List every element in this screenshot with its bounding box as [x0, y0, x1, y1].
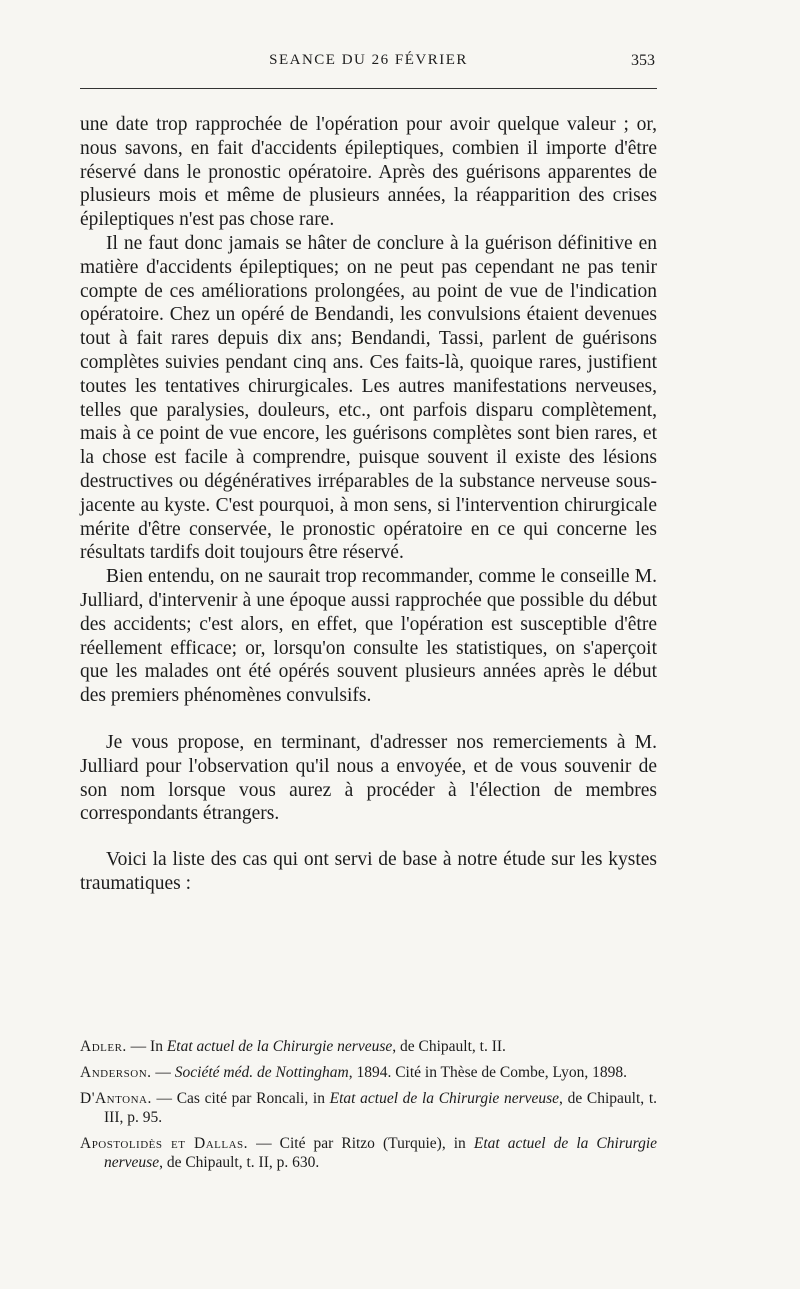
- body-text: [80, 113, 657, 896]
- reference-item: [80, 1134, 657, 1172]
- section-gap: [80, 826, 657, 848]
- reference-text: — Cité par Ritzo (Turquie), in: [248, 1135, 474, 1152]
- reference-text: — Cas cité par Roncali, in: [151, 1090, 330, 1107]
- reference-text: , 1894. Cité in Thèse de Combe, Lyon, 1898.: [348, 1064, 627, 1081]
- paragraph: Bien entendu, on ne saurait trop recommander, comme le conseille M. Julliard, d'intervenir à une époque aussi rapprochée que possible du début des accidents; c'est alors, en effet, que l'opération est susceptible d'être réellement efficace; or, lorsqu'on consulte les statistiques, on s'aperçoit que les malades ont été opérés souvent plusieurs années après le début des premiers phénomènes convulsifs.: [80, 566, 657, 707]
- reference-title: Etat actuel de la Chirurgie nerveuse: [329, 1090, 560, 1107]
- page: [80, 52, 658, 1171]
- reference-text: —: [151, 1064, 175, 1081]
- reference-author: Anderson.: [80, 1064, 152, 1081]
- reference-author: Adler.: [80, 1038, 127, 1055]
- running-head: SEANCE DU 26 FÉVRIER: [269, 52, 468, 68]
- paragraph: Il ne faut donc jamais se hâter de conclure à la guérison définitive en matière d'accidents épileptiques; on ne peut pas cependant ne pas tenir compte de ces améliorations prolongées, au point de vue de l'indication opératoire. Chez un opéré de Bendandi, les convulsions étaient devenues tout à fait rares depuis dix ans; Bendandi, Tassi, parlent de guérisons complètes suivies pendant cinq ans. Ces faits-là, quoique rares, justifient toutes les tentatives chirurgicales. Les autres manifestations nerveuses, telles que paralysies, douleurs, etc., ont parfois disparu complètement, mais à ce point de vue encore, les guérisons complètes sont bien rares, et la chose est facile à comprendre, puisque souvent il existe des lésions destructives ou dégénératives irréparables de la substance nerveuse sous-jacente au kyste. C'est pourquoi, à mon sens, si l'intervention chirurgicale mérite d'être conservée, le pronostic opératoire en ce qui concerne les résultats tardifs doit toujours être réservé.: [80, 232, 657, 564]
- reference-title: Etat actuel de la Chirurgie nerveuse: [166, 1038, 393, 1055]
- reference-item: [80, 1089, 657, 1127]
- reference-text: , de Chipault, t. II, p. 630.: [159, 1154, 320, 1171]
- paragraph: Voici la liste des cas qui ont servi de base à notre étude sur les kystes traumatiques :: [80, 849, 657, 894]
- reference-title: Société méd. de Nottingham: [174, 1064, 349, 1081]
- reference-list: [80, 1037, 657, 1179]
- reference-title: Etat actuel de la Chirurgie nerveuse: [104, 1135, 658, 1171]
- page-number: 353: [631, 52, 655, 69]
- reference-text: , de Chipault, t. III, p. 95.: [104, 1090, 657, 1126]
- header-rule: [80, 88, 657, 89]
- reference-author: D'Antona.: [80, 1090, 152, 1107]
- section-gap: [80, 708, 657, 731]
- reference-text: , de Chipault, t. II.: [392, 1038, 506, 1055]
- page-header: [80, 52, 657, 80]
- paragraph: Je vous propose, en terminant, d'adresser nos remerciements à M. Julliard pour l'observation qu'il nous a envoyée, et de vous souvenir de son nom lorsque vous aurez à procéder à l'élection de membres correspondants étrangers.: [80, 731, 657, 825]
- paragraph: une date trop rapprochée de l'opération pour avoir quelque valeur ; or, nous savons, en fait d'accidents épileptiques, combien il importe d'être réservé dans le pronostic opératoire. Après des guérisons apparentes de plusieurs mois et même de plusieurs années, la réapparition des crises épileptiques n'est pas chose rare.: [80, 114, 657, 231]
- reference-item: [80, 1037, 657, 1056]
- reference-author: Apostolidès et Dallas.: [80, 1135, 249, 1152]
- reference-item: [80, 1063, 657, 1082]
- reference-text: — In: [126, 1038, 167, 1055]
